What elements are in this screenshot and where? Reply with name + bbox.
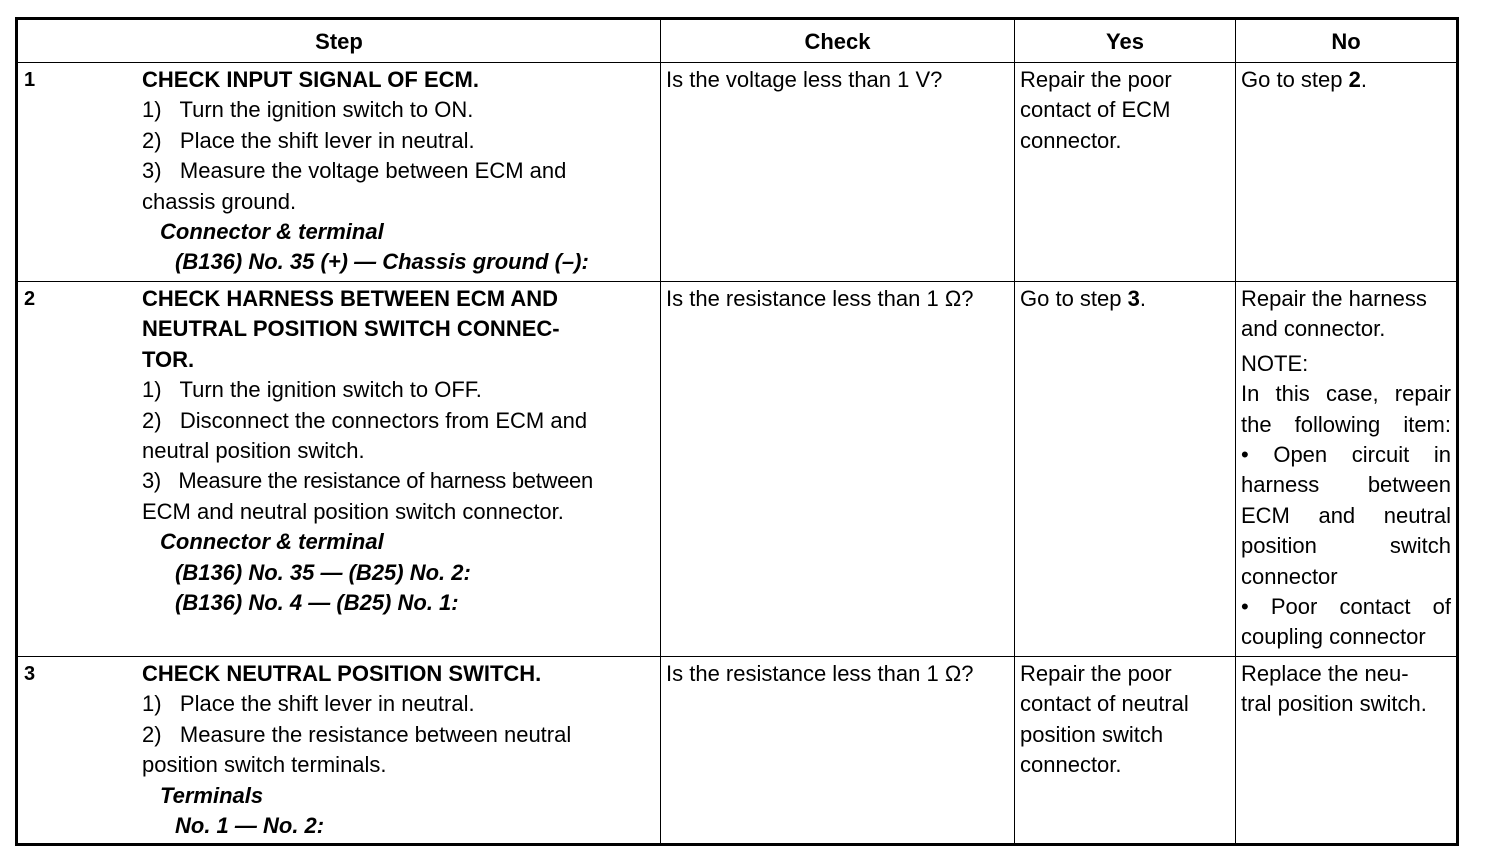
terminal-spec: (B136) No. 35 (+) — Chassis ground (–): xyxy=(175,249,589,275)
no-text: Go to step xyxy=(1241,67,1349,92)
instruction-line: 1) Turn the ignition switch to ON. xyxy=(142,97,474,123)
table-row xyxy=(17,63,1458,282)
yes-line: contact of ECM xyxy=(1020,97,1171,123)
step-title: CHECK INPUT SIGNAL OF ECM. xyxy=(142,67,479,92)
instruction-line: 3) Measure the voltage between ECM and xyxy=(142,158,567,184)
yes-cell xyxy=(1015,282,1236,657)
header-check: Check xyxy=(661,19,1015,63)
instruction-line: 2) Measure the resistance between neutral xyxy=(142,721,572,747)
instruction-line: neutral position switch. xyxy=(142,438,365,464)
instruction-line: 2) Place the shift lever in neutral. xyxy=(142,127,475,153)
step-title: NEUTRAL POSITION SWITCH CONNEC- xyxy=(142,316,560,342)
note-line: • Poor contact of xyxy=(1241,594,1451,620)
yes-line: Repair the poor xyxy=(1020,661,1172,686)
note-line: coupling connector xyxy=(1241,624,1426,650)
note-label: NOTE: xyxy=(1241,350,1309,376)
step-cell xyxy=(17,282,661,657)
check-cell: Is the resistance less than 1 Ω? xyxy=(661,282,1015,657)
step-title: CHECK NEUTRAL POSITION SWITCH. xyxy=(142,661,542,686)
no-cell xyxy=(1236,282,1458,657)
step-cell xyxy=(17,657,661,845)
no-cell xyxy=(1236,63,1458,282)
no-line: Repair the harness xyxy=(1241,286,1427,311)
yes-line: Repair the poor xyxy=(1020,67,1172,92)
step-number: 1 xyxy=(24,69,36,91)
connector-heading: Connector & terminal xyxy=(160,529,384,555)
troubleshooting-table xyxy=(15,17,1459,846)
check-cell: Is the voltage less than 1 V? xyxy=(661,63,1015,282)
note-line: harness between xyxy=(1241,472,1451,498)
table-row xyxy=(17,282,1458,657)
table-row xyxy=(17,657,1458,845)
yes-line: position switch xyxy=(1020,721,1164,747)
no-cell xyxy=(1236,657,1458,845)
note-line: connector xyxy=(1241,563,1338,589)
goto-step-number: 3 xyxy=(1127,286,1140,311)
terminal-spec: (B136) No. 35 — (B25) No. 2: xyxy=(175,559,471,585)
no-line: Replace the neu- xyxy=(1241,661,1409,686)
header-no: No xyxy=(1236,19,1458,63)
no-line: tral position switch. xyxy=(1241,691,1427,717)
instruction-line: 3) Measure the resistance of harness between xyxy=(142,468,593,494)
step-number: 2 xyxy=(24,288,36,310)
step-cell xyxy=(17,63,661,282)
connector-heading: Connector & terminal xyxy=(160,219,384,245)
step-title: TOR. xyxy=(142,346,195,372)
yes-text-end: . xyxy=(1139,286,1146,311)
note-line: • Open circuit in xyxy=(1241,442,1451,468)
yes-line: contact of neutral xyxy=(1020,691,1189,717)
header-row xyxy=(17,19,1458,63)
yes-line: connector. xyxy=(1020,127,1122,153)
header-step: Step xyxy=(17,19,661,63)
yes-cell xyxy=(1015,63,1236,282)
yes-line: connector. xyxy=(1020,752,1122,778)
instruction-line: chassis ground. xyxy=(142,188,297,214)
step-title: CHECK HARNESS BETWEEN ECM AND xyxy=(142,286,558,311)
no-text-end: . xyxy=(1360,67,1367,92)
note-line: the following item: xyxy=(1241,411,1451,437)
note-line: ECM and neutral xyxy=(1241,502,1451,528)
yes-text: Go to step xyxy=(1020,286,1128,311)
check-cell: Is the resistance less than 1 Ω? xyxy=(661,657,1015,845)
instruction-line: ECM and neutral position switch connector. xyxy=(142,498,564,524)
instruction-line: position switch terminals. xyxy=(142,752,387,778)
terminal-spec: No. 1 — No. 2: xyxy=(175,813,325,839)
yes-cell xyxy=(1015,657,1236,845)
goto-step-number: 2 xyxy=(1348,67,1361,92)
terminal-spec: (B136) No. 4 — (B25) No. 1: xyxy=(175,590,459,616)
note-line: position switch xyxy=(1241,533,1451,559)
note-line: In this case, repair xyxy=(1241,381,1451,407)
step-number: 3 xyxy=(24,663,36,685)
header-yes: Yes xyxy=(1015,19,1236,63)
terminals-heading: Terminals xyxy=(160,782,264,808)
no-line: and connector. xyxy=(1241,316,1386,342)
instruction-line: 1) Place the shift lever in neutral. xyxy=(142,691,475,717)
instruction-line: 1) Turn the ignition switch to OFF. xyxy=(142,377,482,403)
instruction-line: 2) Disconnect the connectors from ECM and xyxy=(142,407,588,433)
